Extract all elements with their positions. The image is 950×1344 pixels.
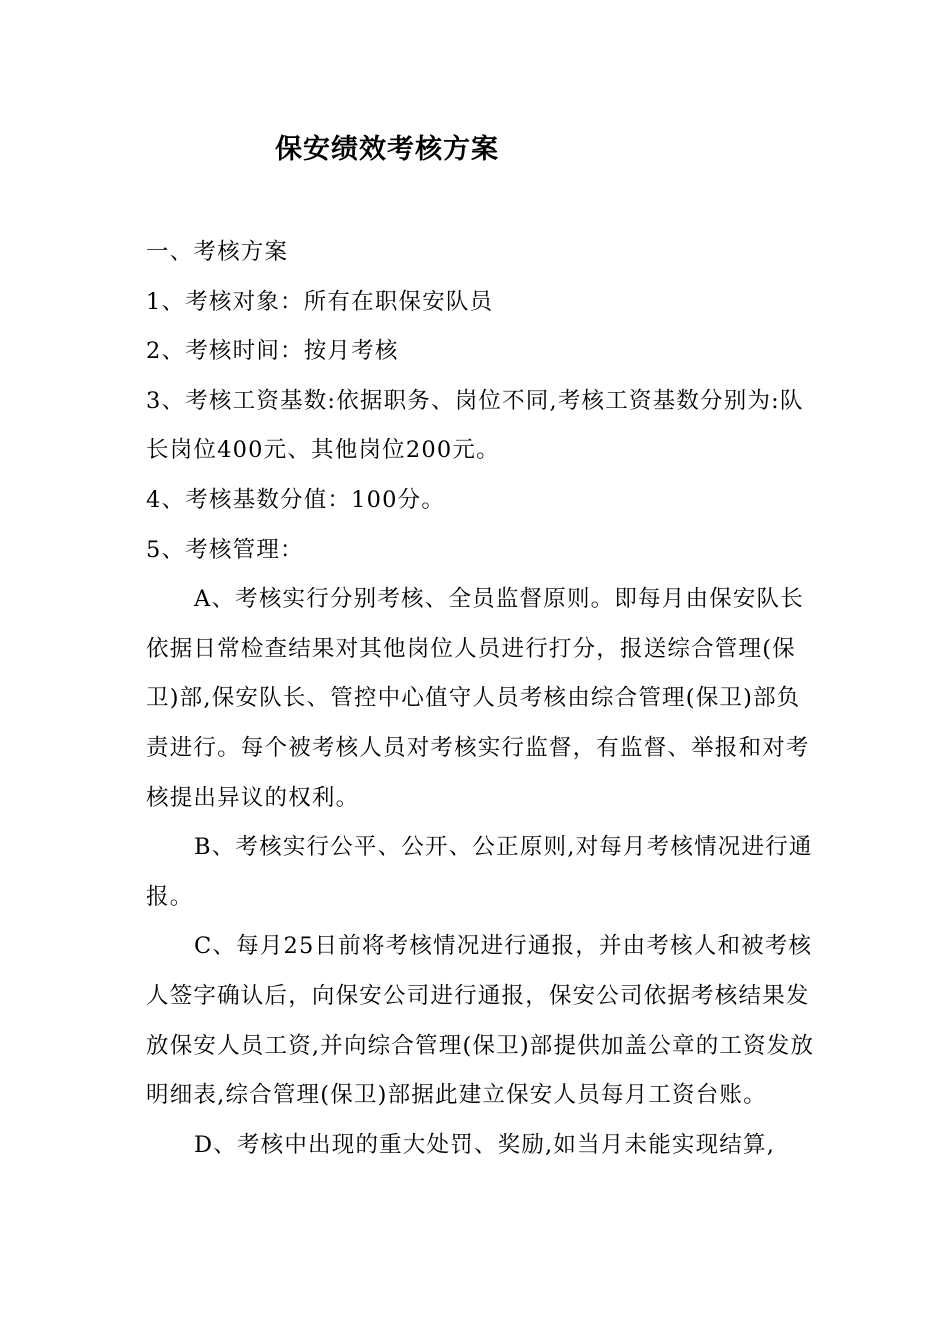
paragraph-b: B、考核实行公平、公开、公正原则,对每月考核情况进行通报。 [146, 834, 813, 910]
item-assessment-target: 1、考核对象：所有在职保安队员 [146, 288, 494, 315]
item-salary-base: 3、考核工资基数:依据职务、岗位不同,考核工资基数分别为:队长岗位400元、其他岗位200元。 [146, 387, 804, 464]
item-assessment-management: 5、考核管理： [146, 536, 304, 563]
item-base-score: 4、考核基数分值：100分。 [146, 486, 446, 513]
document-body [146, 228, 818, 1170]
paragraph-c: C、每月25日前将考核情况进行通报，并由考核人和被考核人签字确认后，向保安公司进行通报，保安公司依据考核结果发放保安人员工资,并向综合管理(保卫)部提供加盖公章的工资发放明细表,综合管理(保卫)部据此建立保安人员每月工资台账。 [146, 933, 815, 1109]
paragraph-a: A、考核实行分别考核、全员监督原则。即每月由保安队长依据日常检查结果对其他岗位人员进行打分，报送综合管理(保卫)部,保安队长、管控中心值守人员考核由综合管理(保卫)部负责进行。每个被考核人员对考核实行监督，有监督、举报和对考核提出异议的权利。 [146, 586, 810, 811]
section-heading: 一、考核方案 [146, 239, 289, 265]
paragraph-d: D、考核中出现的重大处罚、奖励,如当月未能实现结算, [194, 1131, 776, 1158]
item-assessment-time: 2、考核时间：按月考核 [146, 338, 399, 365]
document-title: 保安绩效考核方案 [275, 134, 499, 165]
